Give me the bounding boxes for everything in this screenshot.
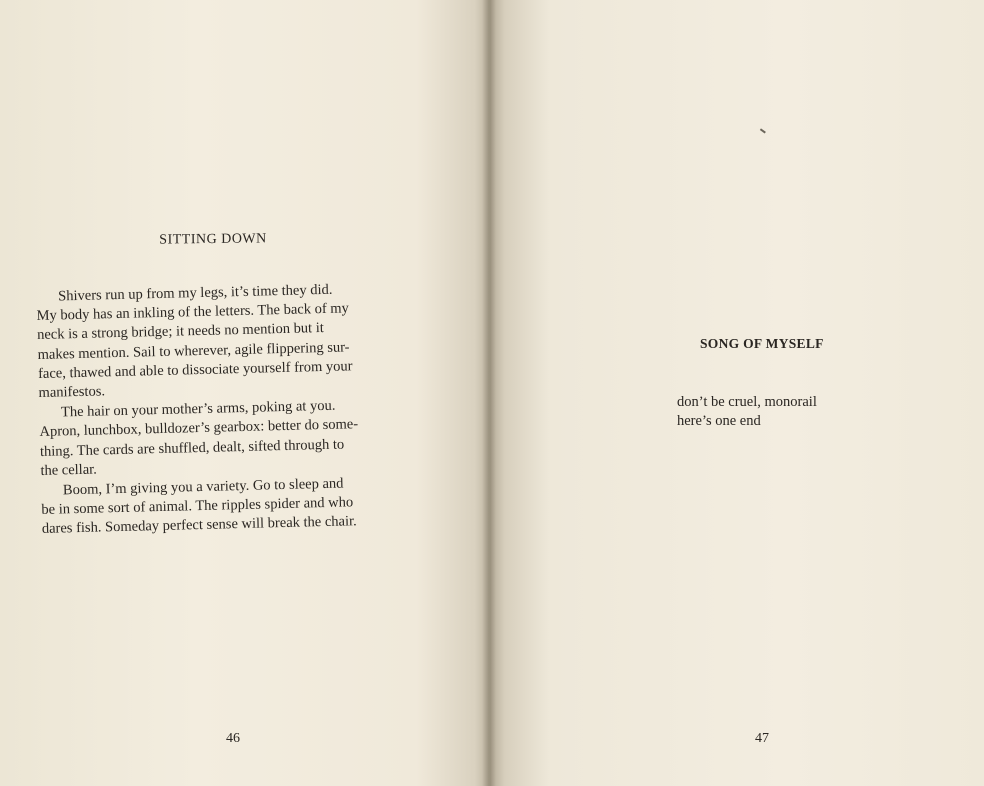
poem-line: Boom, I’m giving you a variety. Go to sleep and [62,475,344,499]
poem-line: face, thawed and able to dissociate yourself from your [37,358,353,382]
left-poem-body [36,279,412,540]
right-poem-body [677,393,817,431]
poem-line: The hair on your mother’s arms, poking at you. [60,397,336,421]
poem-line: be in some sort of animal. The ripples spider and who [41,494,354,519]
poem-line: neck is a strong bridge; it needs no mention but it [36,320,325,344]
poem-line: My body has an inkling of the letters. The back of my [36,300,350,325]
poem-line: don’t be cruel, monorail [677,394,817,410]
poem-line: Shivers run up from my legs, it’s time they did. [58,281,333,305]
right-poem-title: SONG OF MYSELF [700,336,824,351]
left-poem-title: SITTING DOWN [159,231,267,248]
right-page-number: 47 [755,731,769,746]
poem-line: makes mention. Sail to wherever, agile flippering sur- [37,338,350,363]
poem-line: dares fish. Someday perfect sense will break the chair. [41,513,357,538]
poem-line: Apron, lunchbox, bulldozer’s gearbox: better do some- [39,416,359,441]
poem-line: thing. The cards are shuffled, dealt, sifted through to [39,436,345,460]
poem-line: here’s one end [677,413,761,429]
left-page-number: 46 [226,731,240,746]
poem-line: the cellar. [40,461,98,479]
book-gutter [482,0,496,786]
poem-line: manifestos. [38,383,106,401]
